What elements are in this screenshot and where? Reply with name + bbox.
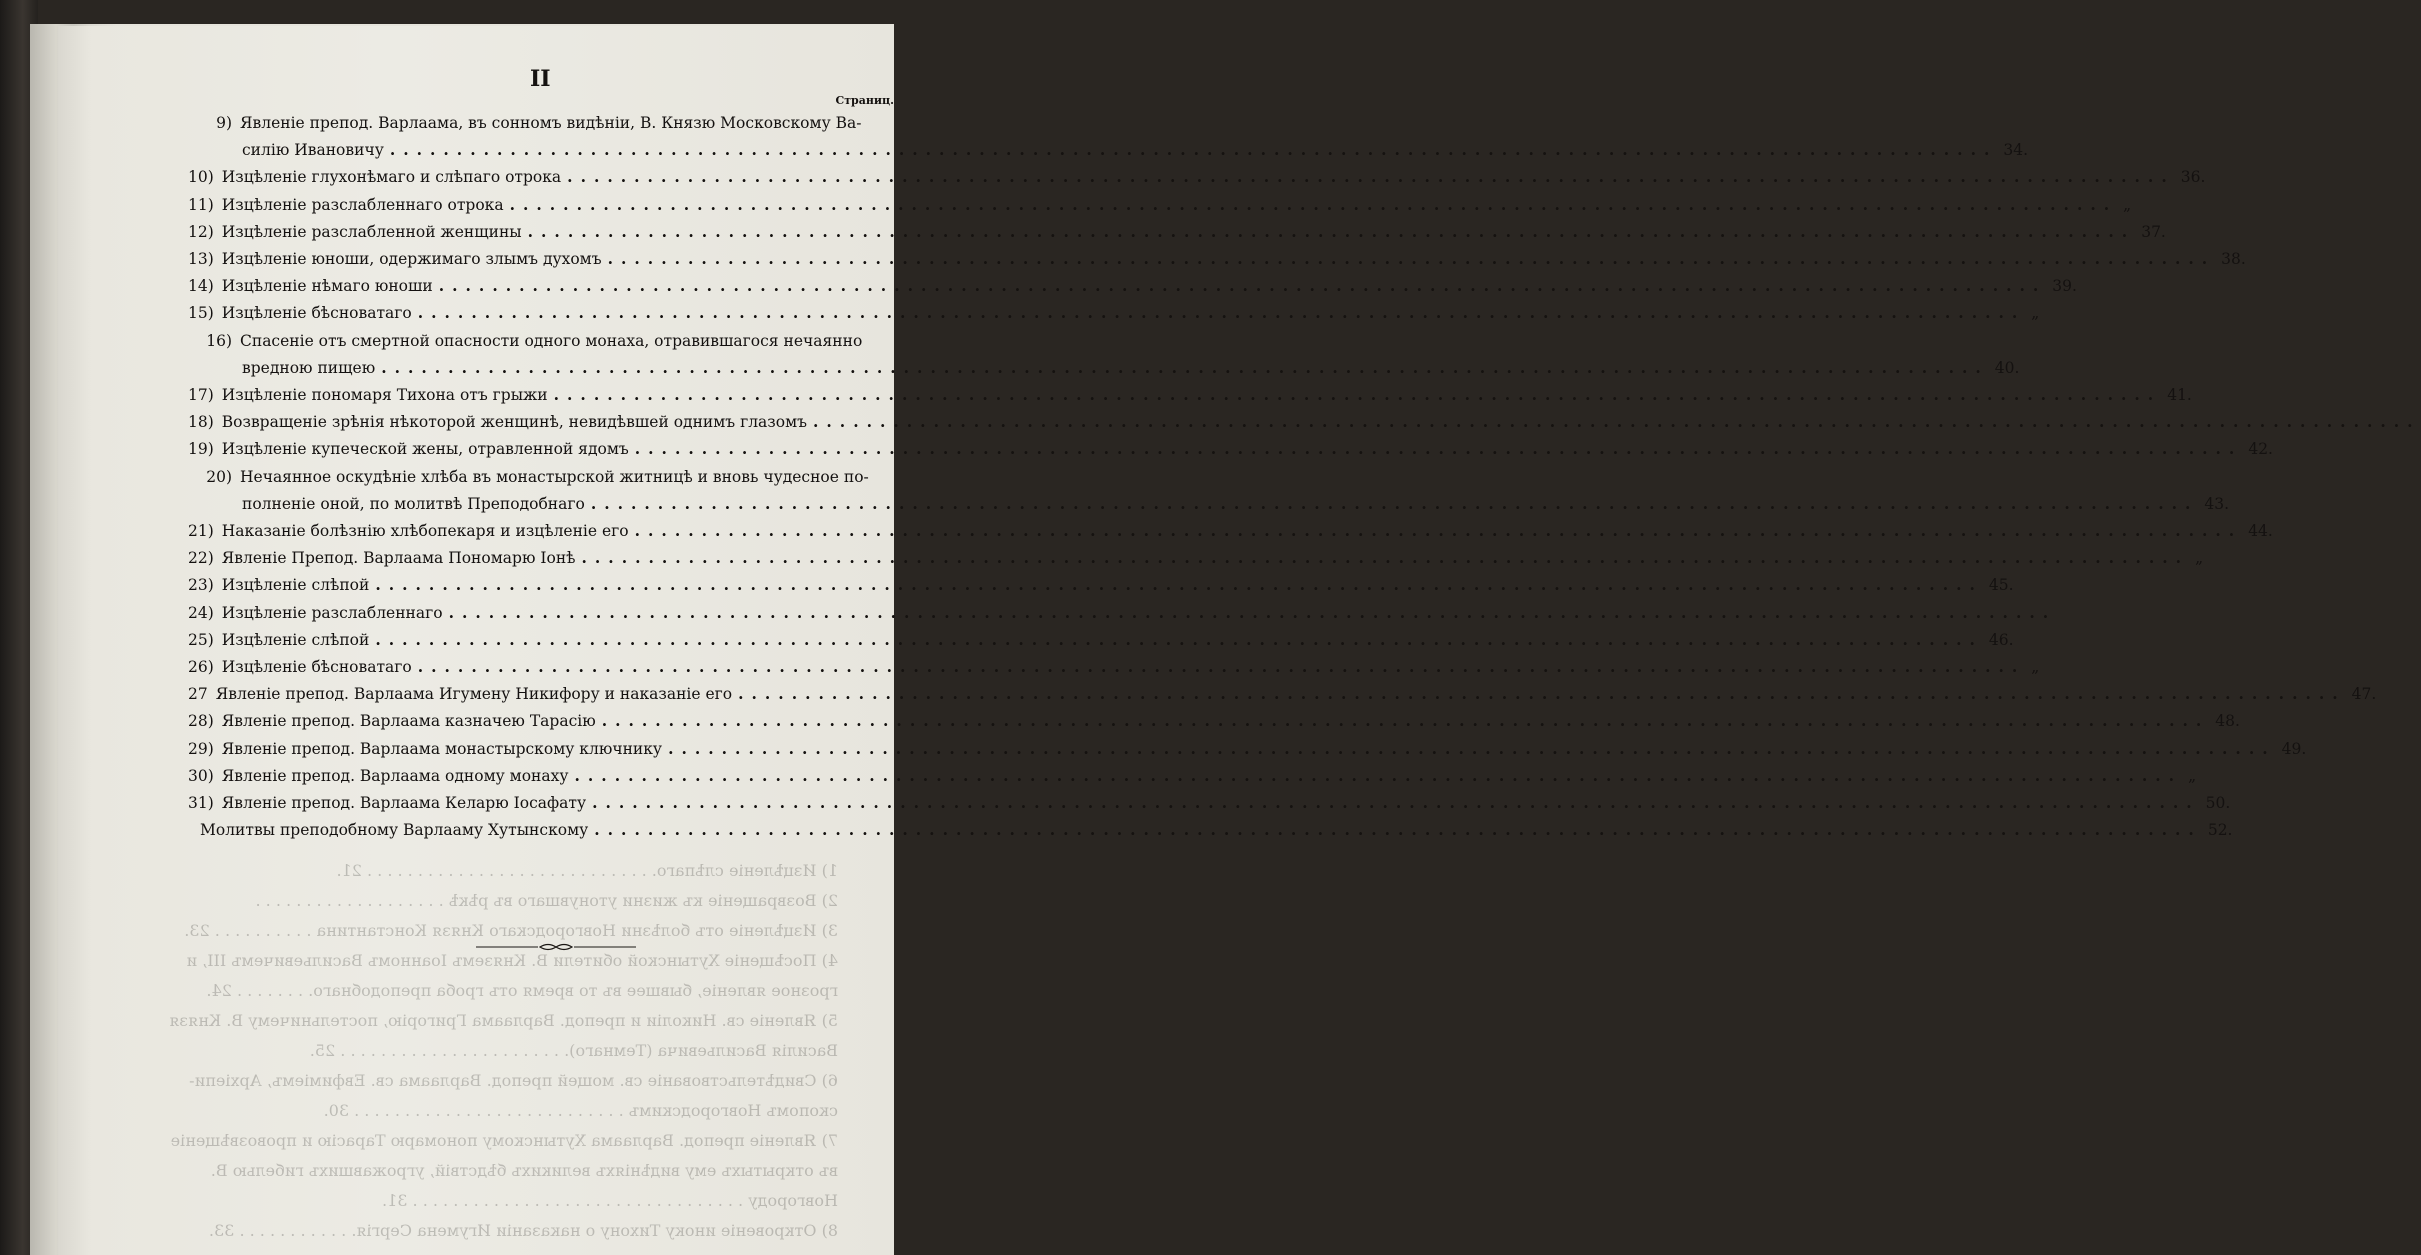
toc-entry-line [188,464,884,490]
toc-entry-number: 20) [206,467,232,486]
toc-entry-number: 25) [188,630,214,649]
toc-entry-title: Явленіе препод. Варлаама Келарю Іосафату [221,794,587,812]
toc-entry-title: Изцѣленіе нѣмаго юноши [221,277,433,296]
toc-entry-number: 11) [188,195,214,214]
toc-entry-title: Явленіе препод. Варлаама, въ сонномъ видѣніи, В. Князю Московскому Ва- [240,114,862,132]
toc-entry-title: Явленіе препод. Варлаама одному монаху [221,766,569,785]
toc-entry-title: Явленіе препод. Варлаама казначею Тарасію [221,712,596,731]
toc-page-number: 34. [2003,141,2029,160]
toc-page-number: 50. [2205,794,2231,812]
bleed-through-text: 1) Изцѣленіе слѣпаго. . . . . . . . . . . . . . . . . . . . . . . . . . . . . 21. 2) Возвращеніе къ жизни утонувшаго въ рѣкѣ . . . . . . . . . . . . . . . . . . . 3) Изцѣленіе отъ болѣзни Новгородскаго Князя Константина . . . . . . . . . . 23. 4) Посѣщеніе Хутынской обители В. Княземъ Іоанномъ Васильевичемъ III, и грозное явленіе, бывшее въ то время отъ гроба преподобнаго. . . . . . . . 24. 5) Явленіе св. Николіи и препод. Варлаама Григорію, постельничему В. Князя Василія Васильевича (Темнаго). . . . . . . . . . . . . . . . . . . . . . . 25. 6) Свидѣтельствованіе св. мощей препод. Варлаама св. Евфиміемъ, Архіепи- скопомъ Новгородскимъ . . . . . . . . . . . . . . . . . . . . . . . . . . . 30. 7) Явленіе препод. Варлаама Хутынскому пономарю Тарасію и провозвѣщеніе въ открытыхъ ему видѣніяхъ великихъ бѣдствій, угрожавшихъ гибелью В. Новгороду . . . . . . . . . . . . . . . . . . . . . . . . . . . . . . . . . 31. 8) Откровеніе иноку Тихону о наказаніи Игумена Сергія. . . . . . . . . . . . 33. [169,861,838,1240]
toc-entry-line [188,409,2421,435]
toc-page-number: 47. [2351,685,2377,704]
toc-entry-line [188,273,2077,299]
toc-page-number: „ [2031,658,2040,676]
toc-entry-line [188,600,2057,626]
toc-entry-number: 27 [188,685,208,704]
toc-entry-number: 16) [206,331,232,350]
toc-entry-number: 30) [188,766,214,785]
toc-entry-line [188,654,2040,680]
dot-leader: ........................................................................................................................ [448,602,2057,622]
toc-entry-line [188,246,2246,272]
toc-page-number: 42. [2248,440,2273,459]
dot-leader: ........................................................................................................................ [594,820,2202,840]
toc-page-number: 37. [2141,222,2166,241]
dot-leader: ........................................................................................................................ [553,385,2162,404]
dot-leader: ........................................................................................................................ [581,548,2190,568]
toc-page-number: 39. [2052,277,2077,296]
dot-leader: ........................................................................................................................ [634,521,2243,540]
toc-entry-line [188,627,2014,653]
toc-entry-line [188,790,2231,816]
toc-page-number: 36. [2180,168,2206,187]
toc-entry-number: 21) [188,522,214,540]
toc-entry-line [242,491,2230,517]
page-column-header: Страниц. [835,94,894,107]
toc-entry-line [188,164,2206,190]
toc-entry-number: 24) [188,603,214,622]
toc-entry-number: 29) [188,739,214,758]
toc-entry-number: 12) [188,222,214,241]
toc-entry-title: Явленіе Препод. Варлаама Пономарю Іонѣ [221,549,576,568]
toc-page-number: 49. [2281,739,2307,758]
dot-leader: ........................................................................................................................ [567,167,2175,187]
dot-leader: ........................................................................................................................ [574,765,2183,785]
page-number: II [530,66,551,92]
toc-entry-line [188,763,2197,789]
toc-entry-title: вредною пищею [242,358,376,377]
dot-leader: ........................................................................................................................ [375,575,1983,595]
toc-entry-number: 13) [188,250,214,268]
toc-entry-title: Изцѣленіе слѣпой [221,630,370,649]
toc-entry-line [188,382,2192,408]
toc-entry-number: 31) [188,794,214,812]
toc-entry-line [188,436,2273,462]
toc-entry-title: Изцѣленіе бѣсноватаго [221,658,412,676]
toc-entry-title: Изцѣленіе пономаря Тихона отъ грыжи [221,386,548,404]
dot-leader: ........................................................................................................................ [738,684,2346,704]
toc-entry-line [188,708,2240,734]
toc-entry-number: 23) [188,576,214,595]
toc-entry-line [188,328,884,354]
toc-entry-title: Изцѣленіе юноши, одержимаго злымъ духомъ [221,250,602,268]
toc-entry-title: Изцѣленіе глухонѣмаго и слѣпаго отрока [221,168,562,187]
book-page [58,26,2421,1255]
toc-entry-title: Изцѣленіе разслабленнаго [221,603,443,622]
toc-entry-title: Изцѣленіе бѣсноватаго [221,304,412,323]
toc-page-number: „ [2123,195,2132,214]
toc-entry-title: Изцѣленіе купеческой жены, отравленной ядомъ [221,440,629,459]
toc-entry-line [188,681,2377,707]
dot-leader: ........................................................................................................................ [592,793,2200,812]
toc-entry-line [200,817,2233,843]
toc-entry-title: Молитвы преподобному Варлааму Хутынскому [200,821,589,840]
dot-leader: ........................................................................................................................ [590,493,2199,513]
dot-leader: ........................................................................................................................ [381,357,1989,377]
toc-page-number: 52. [2207,821,2233,840]
dot-leader: ........................................................................................................................ [509,194,2118,214]
dot-leader: ........................................................................................................................ [438,276,2047,296]
toc-page-number: 48. [2215,712,2240,731]
toc-entry-title: Нечаянное оскудѣніе хлѣба въ монастырской житницѣ и вновь чудесное по- [240,467,869,486]
toc-entry-title: Наказаніе болѣзнію хлѣбопекаря и изцѣленіе его [221,522,629,540]
toc-entry-line [188,110,884,136]
toc-entry-line [188,300,2040,326]
toc-entry-number: 17) [188,386,214,404]
toc-entry-number: 15) [188,304,214,323]
toc-page-number: 43. [2204,494,2230,513]
dot-leader: ........................................................................................................................ [607,249,2216,268]
toc-entry-line [242,137,2029,163]
toc-entry-title: Изцѣленіе слѣпой [221,576,370,595]
toc-page-number: „ [2188,766,2197,785]
dot-leader: ........................................................................................................................ [375,629,1983,649]
toc-page-number: „ [2031,304,2040,323]
toc-entry-number: 18) [188,413,214,432]
toc-entry-title: Явленіе препод. Варлаама монастырскому ключнику [221,739,663,758]
toc-entry-line [188,736,2307,762]
toc-entry-title: силію Ивановичу [242,141,384,160]
toc-page-number: 40. [1994,358,2020,377]
dot-leader: ........................................................................................................................ [601,711,2210,731]
toc-entry-title: Изцѣленіе разслабленной женщины [221,222,522,241]
toc-entry-number: 10) [188,168,214,187]
toc-entry-line [188,545,2204,571]
toc-entry-number: 22) [188,549,214,568]
toc-entry-title: Изцѣленіе разслабленнаго отрока [221,195,504,214]
dot-leader: ........................................................................................................................ [417,303,2026,323]
dot-leader: ........................................................................................................................ [417,657,2026,676]
toc-page-number: 44. [2248,522,2273,540]
toc-entry-title: Явленіе препод. Варлаама Игумену Никифору и наказаніе его [215,685,733,704]
dot-leader: ........................................................................................................................ [527,221,2136,241]
dot-leader: ........................................................................................................................ [668,738,2276,758]
toc-page-number: „ [2195,549,2204,568]
toc-entry-number: 9) [216,114,232,132]
toc-page-number: 45. [1988,576,2014,595]
toc-entry-number: 14) [188,277,214,296]
toc-entry-line [188,572,2014,598]
toc-entry-title: Спасеніе отъ смертной опасности одного монаха, отравившагося нечаянно [240,331,863,350]
dot-leader: ........................................................................................................................ [634,439,2243,459]
dot-leader: ........................................................................................................................ [389,140,1998,160]
toc-page-number: 46. [1988,630,2014,649]
toc-page-number: 38. [2221,250,2246,268]
toc-entry-line [242,355,2020,381]
toc-page-number: 41. [2167,386,2192,404]
toc-entry-title: Возвращеніе зрѣнія нѣкоторой женщинѣ, невидѣвшей однимъ глазомъ [221,413,807,432]
dot-leader: ........................................................................................................................ [813,412,2421,432]
toc-entry-number: 28) [188,712,214,731]
toc-entry-line [188,219,2166,245]
toc-entry-line [188,518,2273,544]
ornamental-separator [476,942,636,952]
toc-entry-number: 26) [188,658,214,676]
toc-entry-number: 19) [188,440,214,459]
toc-entry-title: полненіе оной, по молитвѣ Преподобнаго [242,494,585,513]
toc-entry-line [188,192,2132,218]
